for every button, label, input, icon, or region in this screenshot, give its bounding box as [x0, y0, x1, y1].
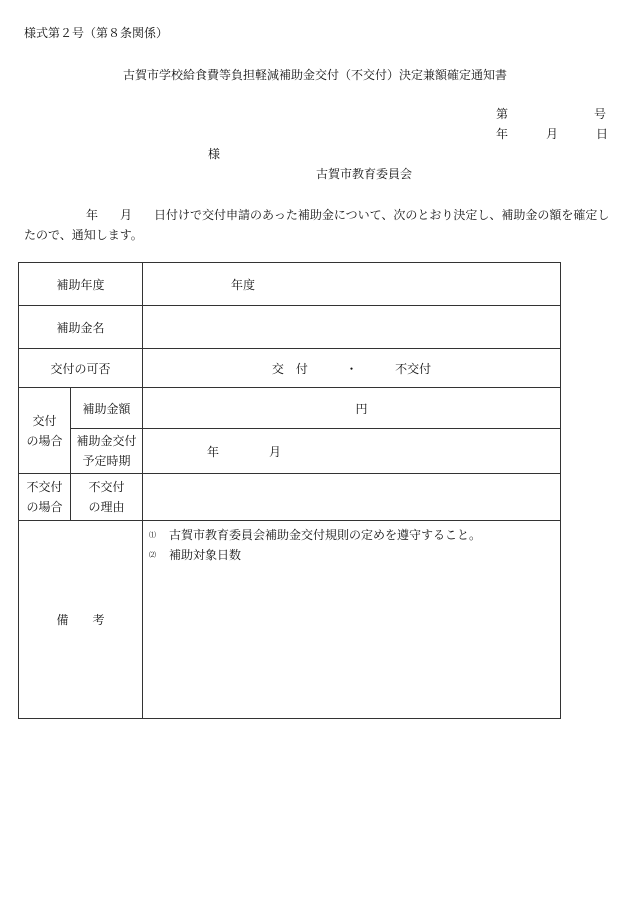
fiscal-year-unit: 年度: [231, 277, 256, 292]
table-row: [19, 263, 561, 306]
table-row: [19, 521, 561, 719]
if-granted-label-line1: 交付: [32, 413, 57, 428]
addressee-suffix: 様: [208, 147, 221, 161]
remarks-field[interactable]: [143, 521, 561, 719]
if-granted-label: [19, 388, 71, 474]
if-granted-label-line2: の場合: [26, 433, 63, 448]
schedule-year-label: 年: [207, 444, 220, 459]
schedule-month-label: 月: [269, 444, 282, 459]
decision-label: 交付の可否: [19, 349, 143, 388]
form-label: 様式第２号（第８条関係）: [24, 26, 169, 40]
subsidy-form-table: [18, 262, 561, 719]
if-not-granted-label: [19, 474, 71, 521]
fiscal-year-field[interactable]: [143, 263, 561, 306]
schedule-label-line2: 予定時期: [82, 454, 131, 468]
amount-unit: 円: [355, 401, 368, 416]
remark-text-1: 古賀市教育委員会補助金交付規則の定めを遵守すること。: [169, 528, 482, 542]
date-day-label: 日: [596, 127, 609, 141]
table-row: [19, 306, 561, 349]
decision-grant-option[interactable]: 交 付: [271, 361, 308, 376]
fiscal-year-label: 補助年度: [19, 263, 143, 306]
subsidy-name-field[interactable]: [143, 306, 561, 349]
table-row: [19, 388, 561, 429]
document-title: 古賀市学校給食費等負担軽減補助金交付（不交付）決定兼額確定通知書: [122, 68, 507, 82]
table-row: [19, 474, 561, 521]
decision-separator: ・: [345, 361, 358, 376]
decision-no-grant-option[interactable]: 不交付: [395, 361, 432, 376]
remark-number-1: ⑴: [149, 531, 157, 539]
remark-item-2: [149, 545, 554, 565]
body-text: 日付けで交付申請のあった補助金について、次のとおり決定し、補助金の額を確定したので、通知します。: [24, 208, 610, 242]
amount-label: 補助金額: [71, 388, 143, 429]
schedule-label: [71, 429, 143, 474]
amount-field[interactable]: [143, 388, 561, 429]
remark-item-1: [149, 525, 554, 545]
date-month-label: 月: [546, 127, 559, 141]
table-row: [19, 349, 561, 388]
doc-number-prefix: 第: [496, 107, 509, 121]
notice-body: [24, 205, 610, 245]
subsidy-name-label: 補助金名: [19, 306, 143, 349]
date-year-label: 年: [496, 127, 509, 141]
remarks-label: 備 考: [19, 521, 143, 719]
reason-label: [71, 474, 143, 521]
schedule-label-line1: 補助金交付: [76, 434, 137, 448]
schedule-field[interactable]: [143, 429, 561, 474]
issuer-name: 古賀市教育委員会: [316, 167, 413, 181]
doc-number-suffix: 号: [594, 107, 607, 121]
if-not-granted-label-line2: の場合: [26, 500, 63, 514]
table-row: [19, 429, 561, 474]
reason-label-line1: 不交付: [88, 480, 125, 494]
body-year-label: 年: [86, 208, 99, 222]
decision-field[interactable]: [143, 349, 561, 388]
body-month-label: 月: [120, 208, 133, 222]
if-not-granted-label-line1: 不交付: [26, 480, 63, 494]
remark-text-2: 補助対象日数: [169, 548, 242, 562]
reason-field[interactable]: [143, 474, 561, 521]
remark-number-2: ⑵: [149, 551, 157, 559]
reason-label-line2: の理由: [88, 500, 125, 514]
